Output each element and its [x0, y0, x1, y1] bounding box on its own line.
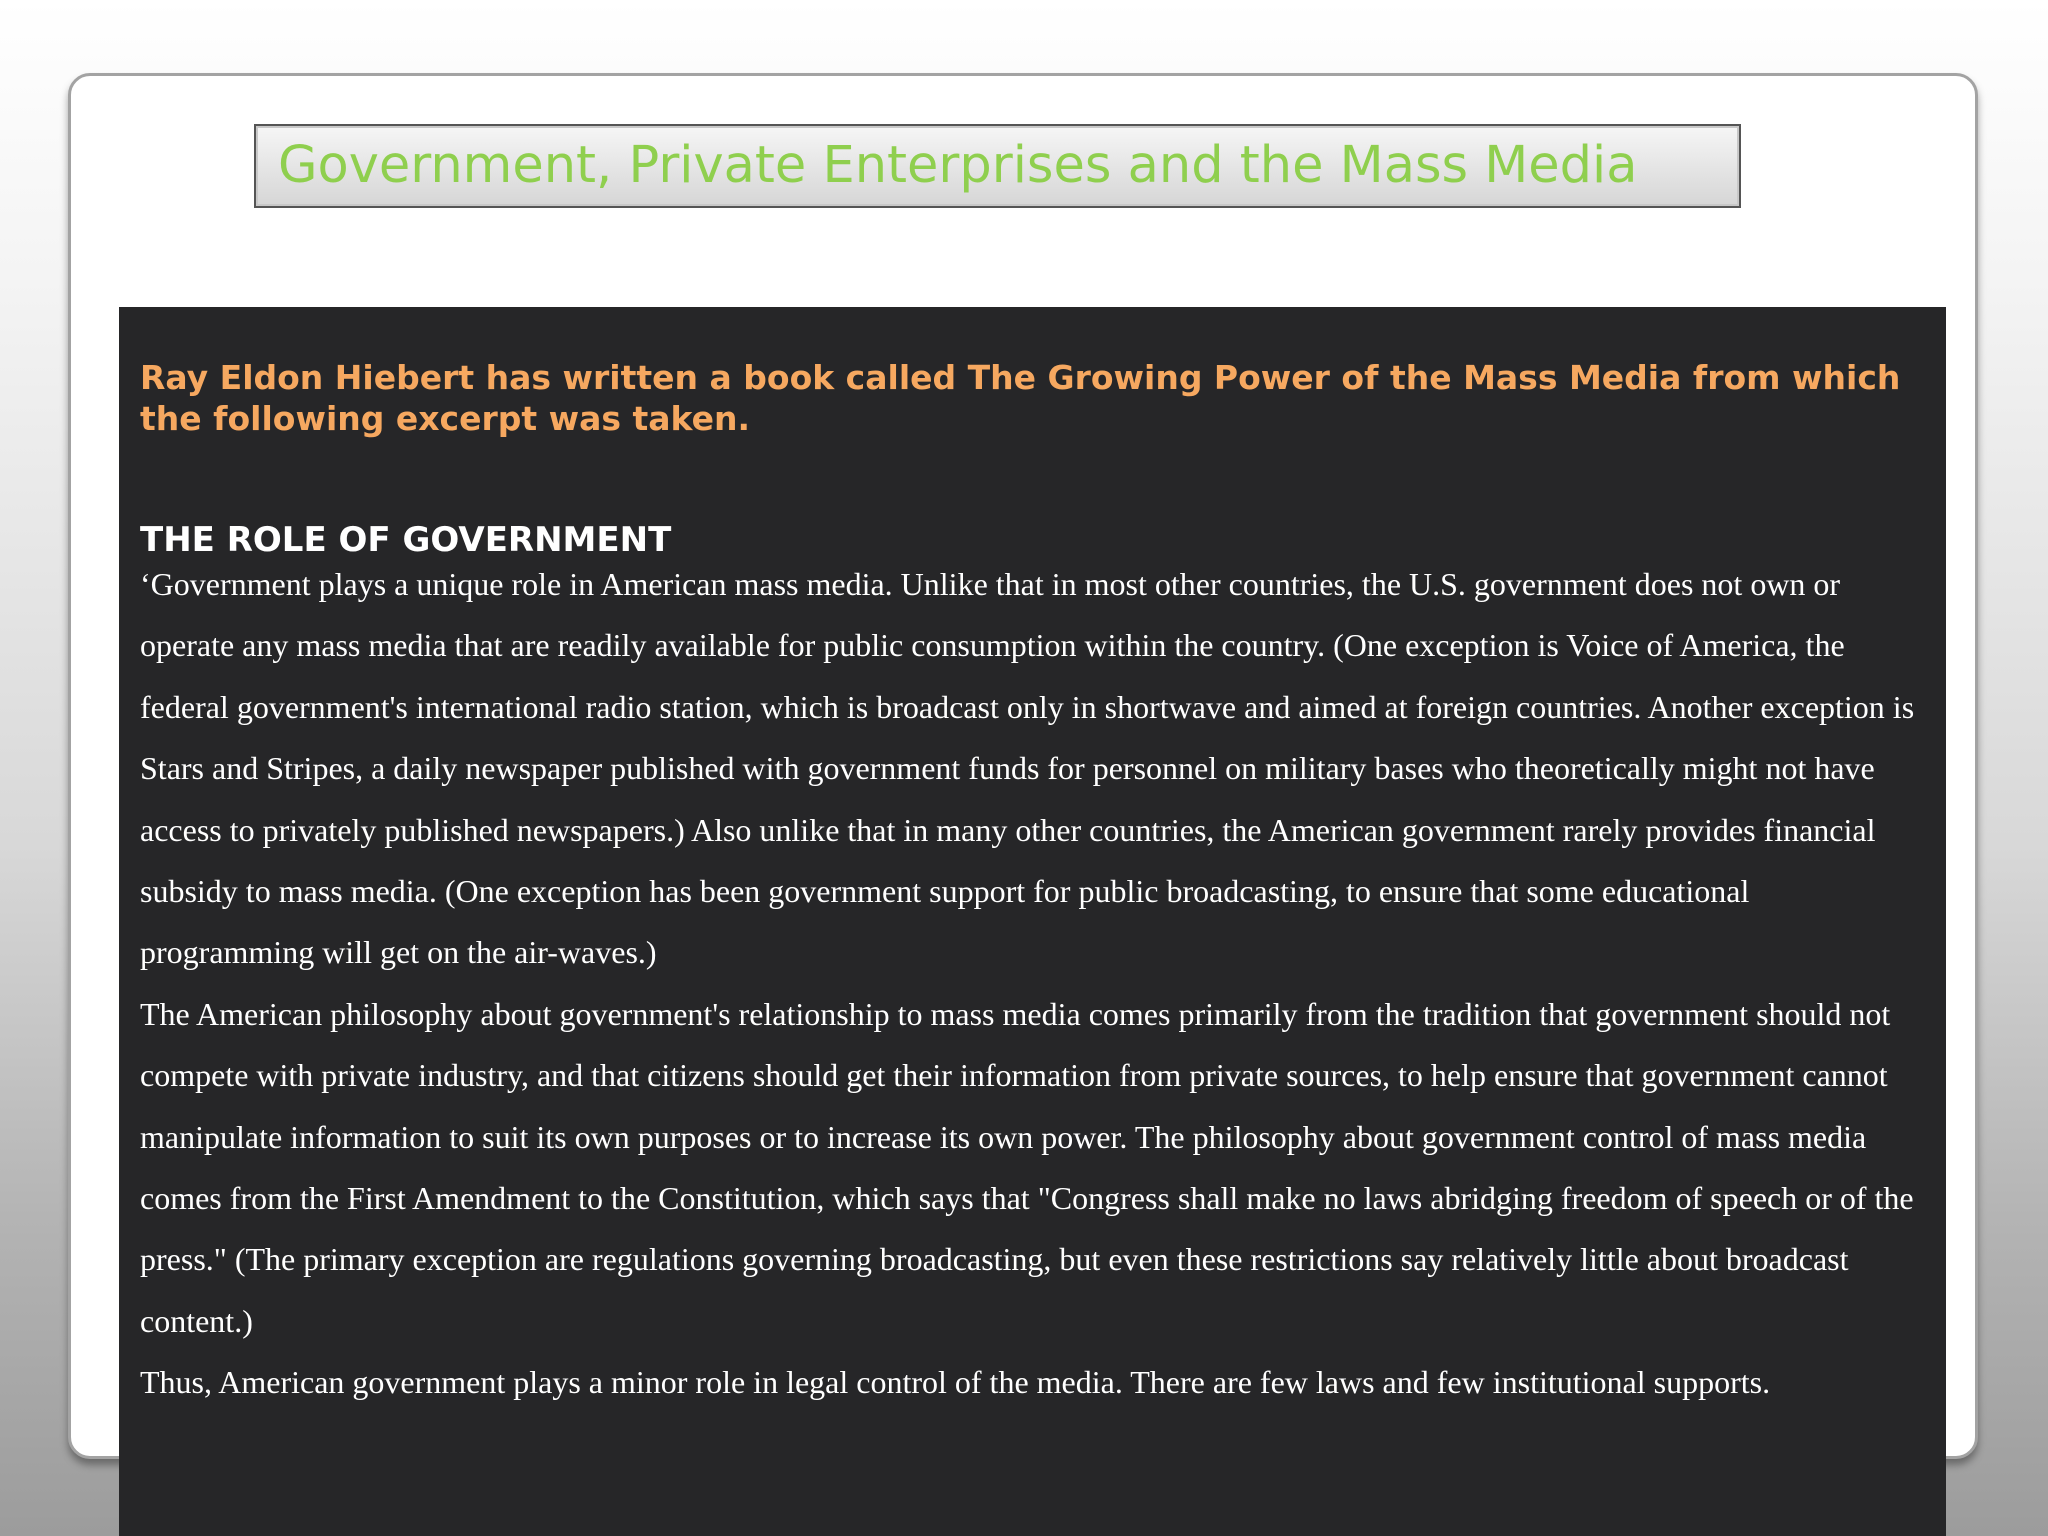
paragraph-2: The American philosophy about government's relationship to mass media comes primarily from the tradition that government should not compete with private industry, and that citizens should get their information from private sources, to help ensure that government cannot manipulate information to suit its own purposes or to increase its own power. The philosophy about government control of mass media comes from the First Amendment to the Constitution, which says that "Congress shall make no laws abridging freedom of speech or of the press." (The primary exception are regulations governing broadcasting, but even these restrictions say relatively little about broadcast content.) [140, 995, 1914, 1339]
slide-title: Government, Private Enterprises and the Mass Media [278, 135, 1638, 195]
content-panel [119, 307, 1946, 1536]
paragraph-3: Thus, American government plays a minor role in legal control of the media. There are few laws and few institutional supports. [140, 1364, 1771, 1401]
body-text [140, 554, 1924, 1414]
section-heading: THE ROLE OF GOVERNMENT [140, 520, 672, 560]
title-box [254, 124, 1741, 208]
paragraph-1: ‘Government plays a unique role in American mass media. Unlike that in most other countries, the U.S. government does not own or operate any mass media that are readily available for public consumption within the country. (One exception is Voice of America, the federal government's international radio station, which is broadcast only in shortwave and aimed at foreign countries. Another exception is Stars and Stripes, a daily newspaper published with government funds for personnel on military bases who theoretically might not have access to privately published newspapers.) Also unlike that in many other countries, the American government rarely provides financial subsidy to mass media. (One exception has been government support for public broadcasting, to ensure that some educational programming will get on the air-waves.) [140, 566, 1915, 971]
intro-text: Ray Eldon Hiebert has written a book called The Growing Power of the Mass Media from which the following excerpt was taken. [140, 358, 1901, 438]
